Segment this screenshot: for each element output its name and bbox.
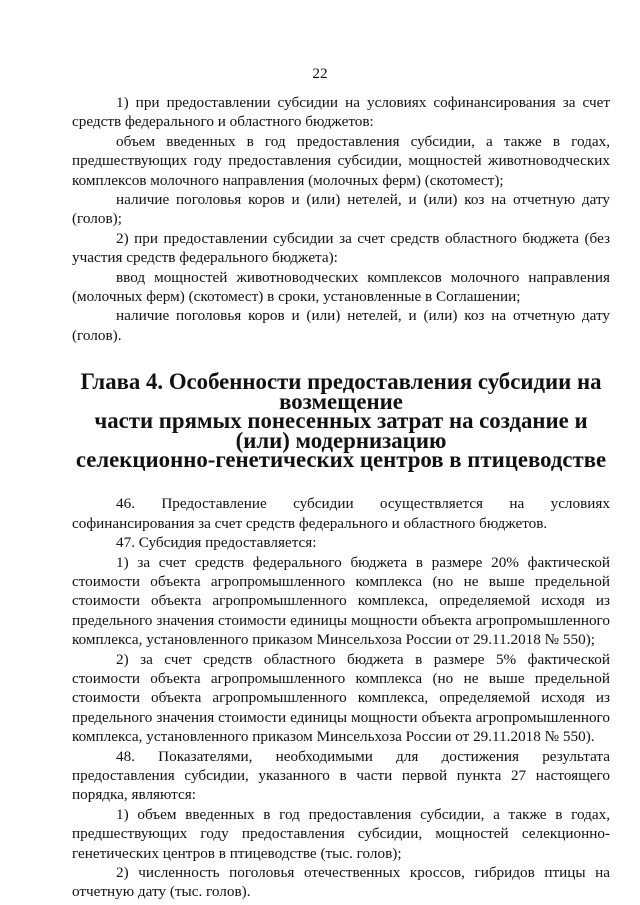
chapter-title-line: селекционно-генетических центров в птицеводстве bbox=[75, 446, 607, 472]
paragraph: 46. Предоставление субсидии осуществляется на условиях софинансирования за счет средств федерального и областного бюджетов. bbox=[72, 495, 610, 532]
paragraph: 48. Показателями, необходимыми для достижения результата предоставления субсидии, указанного в части первой пункта 27 настоящего порядка, являются: bbox=[72, 747, 610, 804]
chapter-title-line: Глава 4. Особенности предоставления субсидии на возмещение bbox=[80, 369, 602, 414]
paragraph: 2) за счет средств областного бюджета в размере 5% фактической стоимости объекта агропромышленного комплекса (но не выше предельной стоимости объекта агропромышленного комплекса, определяемой исходя из предельного значения стоимости единицы мощности объекта агропромышленного комплекса, установленного приказом Минсельхоза России от 29.11.2018 № 550). bbox=[72, 650, 610, 746]
paragraph: 47. Субсидия предоставляется: bbox=[116, 534, 317, 552]
chapter-title-line: части прямых понесенных затрат на создание и (или) модернизацию bbox=[94, 408, 588, 453]
chapter-title bbox=[72, 369, 610, 472]
paragraph: 2) численность поголовья отечественных кроссов, гибридов птицы на отчетную дату (тыс. голов). bbox=[72, 864, 610, 901]
document-body bbox=[72, 93, 610, 902]
paragraph: объем введенных в год предоставления субсидии, а также в годах, предшествующих году предоставления субсидии, мощностей животноводческих комплексов молочного направления (молочных ферм) (скотомест); bbox=[72, 132, 610, 189]
paragraph: наличие поголовья коров и (или) нетелей, и (или) коз на отчетную дату (голов). bbox=[72, 307, 610, 344]
paragraph: 1) за счет средств федерального бюджета в размере 20% фактической стоимости объекта агропромышленного комплекса (но не выше предельной стоимости объекта агропромышленного комплекса, определяемой исходя из предельного значения стоимости единицы мощности объекта агропромышленного комплекса, установленного приказом Минсельхоза России от 29.11.2018 № 550); bbox=[72, 553, 610, 649]
paragraph: 2) при предоставлении субсидии за счет средств областного бюджета (без участия средств федерального бюджета): bbox=[72, 229, 610, 267]
paragraph: 1) при предоставлении субсидии на условиях софинансирования за счет средств федерального и областного бюджетов: bbox=[72, 94, 610, 131]
paragraph: наличие поголовья коров и (или) нетелей, и (или) коз на отчетную дату (голов); bbox=[72, 191, 610, 228]
paragraph: ввод мощностей животноводческих комплексов молочного направления (молочных ферм) (скотомест) в сроки, установленные в Соглашении; bbox=[72, 268, 610, 306]
paragraph: 1) объем введенных в год предоставления субсидии, а также в годах, предшествующих году предоставления субсидии, мощностей селекционно-генетических центров в птицеводстве (тыс. голов); bbox=[72, 805, 610, 862]
page-number: 22 bbox=[312, 65, 328, 82]
